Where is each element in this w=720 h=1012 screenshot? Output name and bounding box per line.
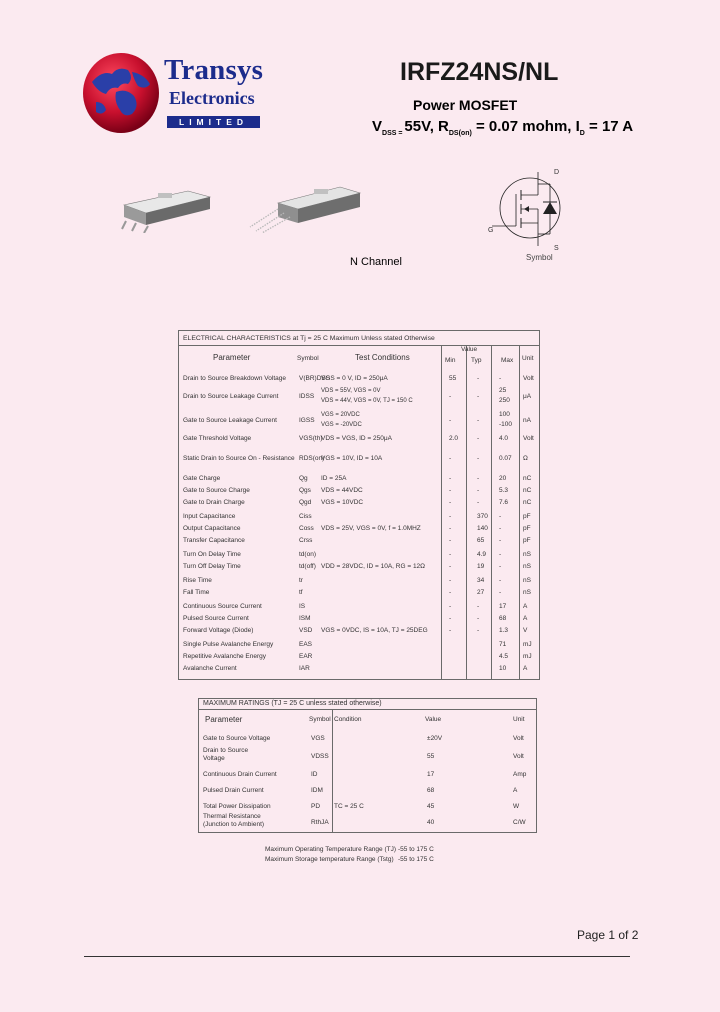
ec-row-max-2: -100 bbox=[499, 421, 513, 428]
ec-row-min: - bbox=[449, 615, 452, 622]
ec-row-typ: - bbox=[477, 435, 480, 442]
mr-row-symbol: VDSS bbox=[311, 753, 329, 760]
ec-row-unit: nC bbox=[523, 499, 532, 506]
ec-row-min: - bbox=[449, 537, 452, 544]
ec-row-max: - bbox=[499, 375, 502, 382]
ec-value-header: Value bbox=[461, 346, 478, 353]
temp-note-label: Maximum Operating Temperature Range (TJ) bbox=[265, 846, 397, 853]
ec-row-symbol: IAR bbox=[299, 665, 310, 672]
ec-row-min: - bbox=[449, 577, 452, 584]
ec-row-symbol: VGS(th) bbox=[299, 435, 323, 442]
temp-note-value: -55 to 175 C bbox=[398, 846, 434, 853]
page-indicator: Page 1 of 2 bbox=[577, 928, 639, 942]
ec-row-max: 4.5 bbox=[499, 653, 509, 660]
ec-row-symbol: RDS(on) bbox=[299, 455, 325, 462]
ec-row-unit: pF bbox=[523, 537, 531, 544]
ec-row-typ: - bbox=[477, 627, 480, 634]
ec-row-min: - bbox=[449, 417, 452, 424]
ec-row-parameter: Single Pulse Avalanche Energy bbox=[183, 641, 274, 648]
mr-row-parameter: Continuous Drain Current bbox=[203, 771, 277, 778]
ec-row-unit: nS bbox=[523, 551, 531, 558]
company-name: Transys bbox=[164, 54, 264, 86]
ec-header-unit: Unit bbox=[522, 355, 534, 362]
ec-header-max: Max bbox=[501, 357, 514, 364]
ec-row-symbol: Qgs bbox=[299, 487, 311, 494]
company-subtitle: Electronics bbox=[169, 88, 255, 108]
ec-row-typ: - bbox=[477, 487, 480, 494]
ec-row-symbol: EAS bbox=[299, 641, 313, 648]
pin-d-label: D bbox=[554, 169, 560, 176]
ec-row-unit: mJ bbox=[523, 653, 532, 660]
ec-row-min: - bbox=[449, 563, 452, 570]
mr-header-value: Value bbox=[425, 716, 442, 723]
ec-row-max: - bbox=[499, 563, 502, 570]
mr-row-value: ±20V bbox=[427, 735, 443, 742]
ec-row-symbol: IGSS bbox=[299, 417, 315, 424]
mr-row-symbol: ID bbox=[311, 771, 318, 778]
ec-title: ELECTRICAL CHARACTERISTICS at Tj = 25 C Maximum Unless stated Otherwise bbox=[183, 335, 435, 342]
mr-header-unit: Unit bbox=[513, 716, 525, 723]
mosfet-symbol-diagram bbox=[488, 164, 578, 256]
ec-row-parameter: Transfer Capacitance bbox=[183, 537, 245, 544]
ec-header-symbol: Symbol bbox=[297, 355, 319, 362]
mr-row-value: 17 bbox=[427, 771, 435, 778]
ec-row-min: - bbox=[449, 627, 452, 634]
ec-row-condition: VGS = 10VDC bbox=[321, 499, 364, 506]
mr-row-symbol: RthJA bbox=[311, 819, 329, 826]
ec-row-typ: 4.9 bbox=[477, 551, 487, 558]
symbol-caption: Symbol bbox=[526, 253, 553, 262]
ec-row-typ: 27 bbox=[477, 589, 485, 596]
ec-row-condition: VDS = 25V, VGS = 0V, f = 1.0MHZ bbox=[321, 525, 421, 532]
ec-row-min: - bbox=[449, 525, 452, 532]
ec-row-typ: 19 bbox=[477, 563, 485, 570]
ec-row-max: 20 bbox=[499, 475, 507, 482]
ec-row-symbol: IS bbox=[299, 603, 306, 610]
ec-row-parameter: Rise Time bbox=[183, 577, 212, 584]
ec-row-typ: - bbox=[477, 375, 480, 382]
mr-title: MAXIMUM RATINGS (TJ = 25 C unless stated otherwise) bbox=[203, 700, 382, 707]
ec-row-typ: - bbox=[477, 499, 480, 506]
ec-row-max: - bbox=[499, 551, 502, 558]
ec-row-min: - bbox=[449, 475, 452, 482]
ec-row-max: 7.6 bbox=[499, 499, 509, 506]
temp-note-value: -55 to 175 C bbox=[398, 856, 434, 863]
ec-row-max-2: 250 bbox=[499, 397, 510, 404]
ec-row-symbol: EAR bbox=[299, 653, 313, 660]
channel-label: N Channel bbox=[350, 256, 402, 268]
mr-row-value: 68 bbox=[427, 787, 435, 794]
ec-row-symbol: ISM bbox=[299, 615, 311, 622]
ec-row-max: 68 bbox=[499, 615, 507, 622]
ec-row-min: - bbox=[449, 551, 452, 558]
ec-row-parameter: Gate Charge bbox=[183, 475, 221, 482]
ec-row-parameter: Gate to Source Leakage Current bbox=[183, 417, 277, 424]
ec-row-typ: - bbox=[477, 603, 480, 610]
mr-row-unit: Volt bbox=[513, 753, 524, 760]
maximum-ratings-table bbox=[198, 698, 537, 833]
ec-header-conditions: Test Conditions bbox=[355, 353, 410, 362]
company-logo-globe bbox=[82, 52, 160, 134]
ec-row-parameter: Continuous Source Current bbox=[183, 603, 262, 610]
mr-row-symbol: VGS bbox=[311, 735, 325, 742]
mr-row-unit: Amp bbox=[513, 771, 527, 778]
ec-row-typ: 65 bbox=[477, 537, 485, 544]
ec-row-min: 55 bbox=[449, 375, 457, 382]
ec-row-symbol: VSD bbox=[299, 627, 313, 634]
ec-row-unit: A bbox=[523, 603, 528, 610]
mr-row-parameter-2: (Junction to Ambient) bbox=[203, 821, 265, 828]
ec-row-symbol: Qgd bbox=[299, 499, 312, 506]
ec-row-parameter: Drain to Source Leakage Current bbox=[183, 393, 279, 400]
ec-row-min: - bbox=[449, 513, 452, 520]
ec-row-parameter: Pulsed Source Current bbox=[183, 615, 249, 622]
mr-header-symbol: Symbol bbox=[309, 716, 331, 723]
ec-row-unit: V bbox=[523, 627, 528, 634]
ec-row-symbol: tr bbox=[299, 577, 303, 584]
ec-row-max: - bbox=[499, 513, 502, 520]
ec-row-typ: - bbox=[477, 393, 480, 400]
ec-row-max: - bbox=[499, 537, 502, 544]
ec-row-unit: nA bbox=[523, 417, 531, 424]
mr-header-condition: Condition bbox=[334, 716, 362, 723]
ec-row-parameter: Fall Time bbox=[183, 589, 210, 596]
ec-row-typ: - bbox=[477, 455, 480, 462]
ec-row-symbol: IDSS bbox=[299, 393, 315, 400]
mr-row-parameter: Drain to Source bbox=[203, 747, 249, 754]
ec-row-min: - bbox=[449, 393, 452, 400]
ec-header-min: Min bbox=[445, 357, 456, 364]
pin-g-label: G bbox=[488, 227, 494, 234]
ec-row-typ: - bbox=[477, 417, 480, 424]
ec-row-unit: Volt bbox=[523, 375, 534, 382]
mr-row-parameter: Thermal Resistance bbox=[203, 813, 261, 820]
ec-row-unit: Ω bbox=[523, 455, 528, 462]
ec-row-typ: - bbox=[477, 475, 480, 482]
ec-row-symbol: Qg bbox=[299, 475, 308, 482]
mr-row-condition: TC = 25 C bbox=[334, 803, 364, 810]
ec-row-parameter: Static Drain to Source On - Resistance bbox=[183, 455, 295, 462]
product-type: Power MOSFET bbox=[413, 97, 518, 113]
mr-row-unit: C/W bbox=[513, 819, 526, 826]
ec-row-typ: 34 bbox=[477, 577, 485, 584]
ec-row-unit: nC bbox=[523, 475, 532, 482]
temp-note-label: Maximum Storage temperature Range (Tstg) bbox=[265, 856, 394, 863]
mr-row-parameter-2: Voltage bbox=[203, 755, 225, 762]
pin-s-label: S bbox=[554, 245, 559, 252]
ec-row-symbol: tf bbox=[299, 589, 303, 596]
ec-row-condition: VDD = 28VDC, ID = 10A, RG = 12Ω bbox=[321, 563, 426, 570]
part-number: IRFZ24NS/NL bbox=[400, 58, 559, 86]
ec-row-condition: VGS = 10V, ID = 10A bbox=[321, 455, 383, 462]
ec-row-parameter: Drain to Source Breakdown Voltage bbox=[183, 375, 286, 382]
ec-row-unit: pF bbox=[523, 525, 531, 532]
ec-row-typ: 370 bbox=[477, 513, 488, 520]
spec-summary: $V_{DSS =}$ 55V, $R_{DS(on)} = 0.07$ mohm, $I_D = 17$ A bbox=[372, 118, 634, 137]
ec-row-max: - bbox=[499, 525, 502, 532]
ec-row-max: 0.07 bbox=[499, 455, 512, 462]
ec-row-max: 71 bbox=[499, 641, 507, 648]
package-to262-image bbox=[248, 183, 362, 233]
ec-row-condition: VDS = 44VDC bbox=[321, 487, 363, 494]
mr-row-parameter: Pulsed Drain Current bbox=[203, 787, 264, 794]
ec-row-min: - bbox=[449, 499, 452, 506]
ec-row-unit: nS bbox=[523, 589, 531, 596]
ec-row-parameter: Output Capacitance bbox=[183, 525, 241, 532]
ec-row-condition: VDS = 55V, VGS = 0V bbox=[321, 388, 381, 394]
ec-row-typ: 140 bbox=[477, 525, 488, 532]
mr-row-value: 40 bbox=[427, 819, 435, 826]
mr-row-unit: A bbox=[513, 787, 518, 794]
ec-row-parameter: Gate to Drain Charge bbox=[183, 499, 245, 506]
ec-row-max: - bbox=[499, 589, 502, 596]
ec-row-parameter: Gate to Source Charge bbox=[183, 487, 250, 494]
ec-row-parameter: Turn On Delay Time bbox=[183, 551, 241, 558]
electrical-characteristics-table bbox=[178, 330, 540, 680]
ec-row-min: 2.0 bbox=[449, 435, 459, 442]
ec-row-condition: VGS = 0VDC, IS = 10A, TJ = 25DEG bbox=[321, 627, 428, 634]
ec-row-parameter: Forward Voltage (Diode) bbox=[183, 627, 254, 634]
ec-row-max: 5.3 bbox=[499, 487, 509, 494]
ec-row-min: - bbox=[449, 487, 452, 494]
mr-row-unit: Volt bbox=[513, 735, 524, 742]
ec-row-min: - bbox=[449, 455, 452, 462]
ec-row-unit: nS bbox=[523, 563, 531, 570]
ec-row-max: 4.0 bbox=[499, 435, 509, 442]
mr-row-parameter: Total Power Dissipation bbox=[203, 803, 271, 810]
ec-row-max: - bbox=[499, 577, 502, 584]
ec-row-unit: pF bbox=[523, 513, 531, 520]
mr-row-parameter: Gate to Source Voltage bbox=[203, 735, 271, 742]
ec-row-condition-2: VDS = 44V, VGS = 0V, TJ = 150 C bbox=[321, 398, 413, 404]
ec-row-symbol: V(BR)DSS bbox=[299, 375, 331, 382]
ec-row-unit: nS bbox=[523, 577, 531, 584]
ec-row-unit: Volt bbox=[523, 435, 534, 442]
ec-row-parameter: Gate Threshold Voltage bbox=[183, 435, 252, 442]
ec-row-unit: A bbox=[523, 665, 528, 672]
mr-row-value: 55 bbox=[427, 753, 435, 760]
ec-row-parameter: Avalanche Current bbox=[183, 665, 237, 672]
ec-row-symbol: td(on) bbox=[299, 551, 316, 558]
ec-row-max: 10 bbox=[499, 665, 507, 672]
ec-row-symbol: td(off) bbox=[299, 563, 316, 570]
ec-row-min: - bbox=[449, 603, 452, 610]
ec-row-max: 100 bbox=[499, 411, 510, 418]
ec-row-parameter: Input Capacitance bbox=[183, 513, 236, 520]
ec-row-unit: nC bbox=[523, 487, 532, 494]
mr-header-parameter: Parameter bbox=[205, 715, 243, 724]
ec-row-condition: VGS = 20VDC bbox=[321, 412, 360, 418]
ec-row-min: - bbox=[449, 589, 452, 596]
mr-row-symbol: IDM bbox=[311, 787, 323, 794]
mr-row-unit: W bbox=[513, 803, 520, 810]
ec-row-parameter: Repetitive Avalanche Energy bbox=[183, 653, 266, 660]
ec-row-unit: μA bbox=[523, 393, 532, 400]
ec-header-typ: Typ bbox=[471, 357, 482, 364]
ec-row-unit: A bbox=[523, 615, 528, 622]
package-d2pak-image bbox=[118, 185, 214, 233]
ec-row-parameter: Turn Off Delay Time bbox=[183, 563, 241, 570]
company-limited-badge: LIMITED bbox=[167, 116, 260, 128]
footer-divider bbox=[84, 956, 630, 957]
ec-row-condition: VDS = VGS, ID = 250μA bbox=[321, 435, 392, 442]
ec-row-symbol: Ciss bbox=[299, 513, 312, 520]
ec-row-condition: VGS = 0 V, ID = 250μA bbox=[321, 375, 388, 382]
ec-row-unit: mJ bbox=[523, 641, 532, 648]
ec-row-symbol: Crss bbox=[299, 537, 313, 544]
ec-header-parameter: Parameter bbox=[213, 353, 251, 362]
ec-row-condition: ID = 25A bbox=[321, 475, 347, 482]
mr-row-value: 45 bbox=[427, 803, 435, 810]
ec-row-symbol: Coss bbox=[299, 525, 314, 532]
ec-row-max: 17 bbox=[499, 603, 507, 610]
ec-row-max: 1.3 bbox=[499, 627, 509, 634]
ec-row-typ: - bbox=[477, 615, 480, 622]
mr-row-symbol: PD bbox=[311, 803, 321, 810]
ec-row-max: 25 bbox=[499, 387, 507, 394]
ec-row-condition-2: VGS = -20VDC bbox=[321, 422, 362, 428]
